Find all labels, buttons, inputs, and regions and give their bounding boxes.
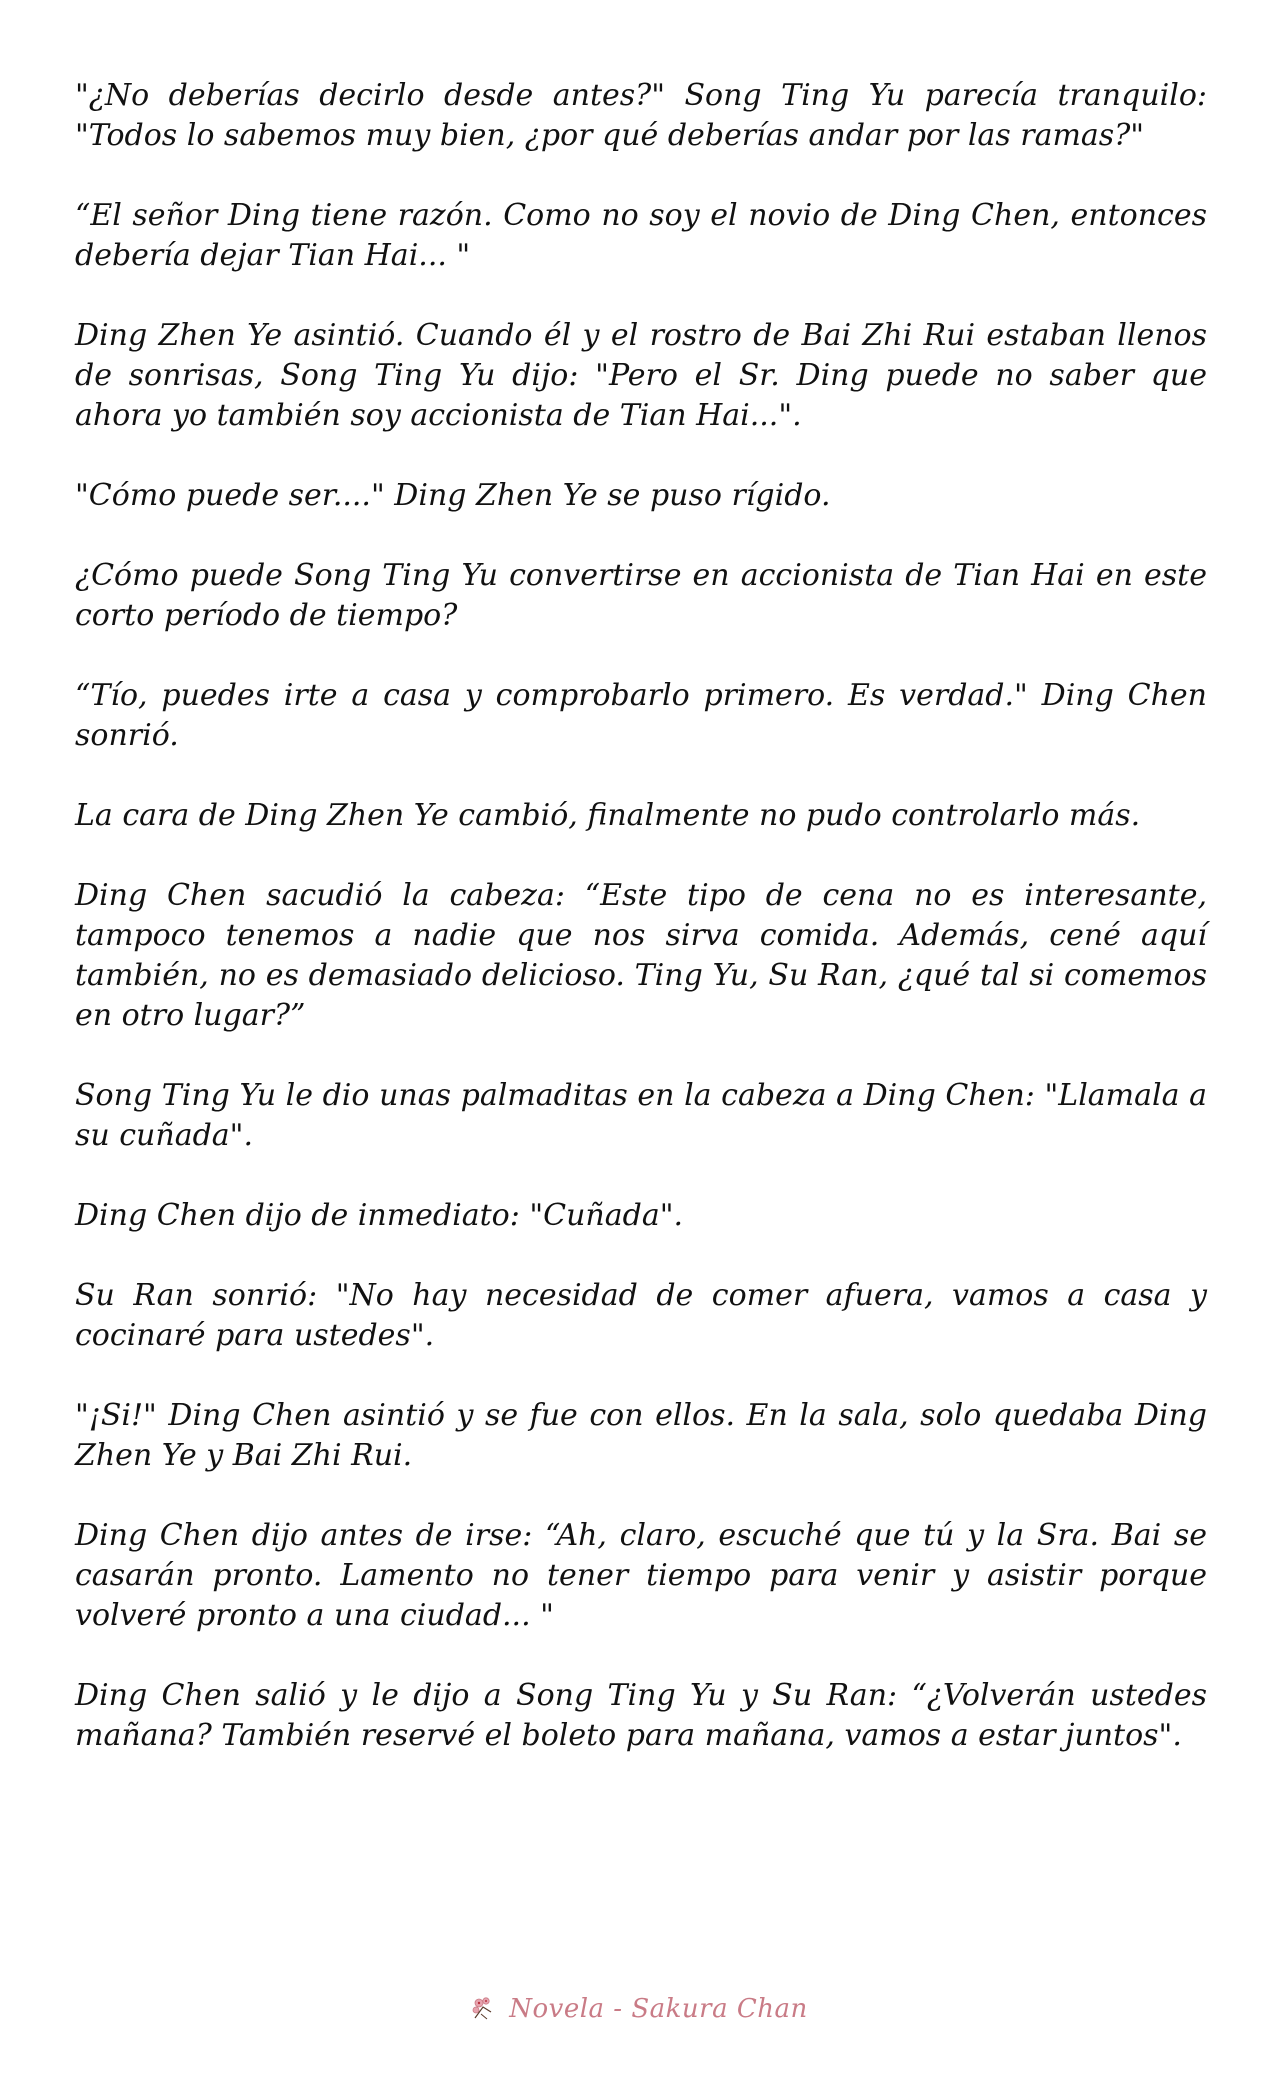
paragraph-3: Ding Zhen Ye asintió. Cuando él y el rostro de Bai Zhi Rui estaban llenos de sonrisas, Song Ting Yu dijo: "Pero el Sr. Ding puede no saber que ahora yo también soy accionista de Tian Hai...". — [75, 318, 1207, 433]
paragraph-5: ¿Cómo puede Song Ting Yu convertirse en accionista de Tian Hai en este corto período de tiempo? — [75, 558, 1207, 633]
document-body — [75, 76, 1207, 1796]
paragraph-13: Ding Chen dijo antes de irse: “Ah, claro, escuché que tú y la Sra. Bai se casarán pronto. Lamento no tener tiempo para venir y asistir porque volveré pronto a una ciudad... " — [75, 1518, 1207, 1633]
paragraph-1: "¿No deberías decirlo desde antes?" Song Ting Yu parecía tranquilo: "Todos lo sabemos muy bien, ¿por qué deberías andar por las ramas?" — [75, 78, 1207, 153]
paragraph-8: Ding Chen sacudió la cabeza: “Este tipo de cena no es interesante, tampoco tenemos a nadie que nos sirva comida. Además, cené aquí también, no es demasiado delicioso. Ting Yu, Su Ran, ¿qué tal si comemos en otro lugar?” — [75, 878, 1207, 1033]
footer-watermark — [0, 1992, 1275, 2026]
paragraph-10: Ding Chen dijo de inmediato: "Cuñada". — [75, 1198, 684, 1233]
paragraph-11: Su Ran sonrió: "No hay necesidad de comer afuera, vamos a casa y cocinaré para ustedes". — [75, 1278, 1207, 1353]
watermark-group — [467, 1992, 808, 2026]
paragraph-7: La cara de Ding Zhen Ye cambió, finalmente no pudo controlarlo más. — [75, 798, 1141, 833]
paragraph-6: “Tío, puedes irte a casa y comprobarlo primero. Es verdad." Ding Chen sonrió. — [75, 678, 1207, 753]
paragraph-12: "¡Si!" Ding Chen asintió y se fue con ellos. En la sala, solo quedaba Ding Zhen Ye y Bai Zhi Rui. — [75, 1398, 1207, 1473]
sakura-blossom-icon — [467, 1992, 501, 2026]
paragraph-2: “El señor Ding tiene razón. Como no soy el novio de Ding Chen, entonces debería dejar Tian Hai... " — [75, 198, 1207, 273]
paragraph-14: Ding Chen salió y le dijo a Song Ting Yu y Su Ran: “¿Volverán ustedes mañana? También reservé el boleto para mañana, vamos a estar juntos". — [75, 1678, 1207, 1753]
paragraph-4: "Cómo puede ser...." Ding Zhen Ye se puso rígido. — [75, 478, 831, 513]
watermark-text: Novela - Sakura Chan — [509, 1994, 808, 2024]
paragraph-9: Song Ting Yu le dio unas palmaditas en la cabeza a Ding Chen: "Llamala a su cuñada". — [75, 1078, 1207, 1153]
